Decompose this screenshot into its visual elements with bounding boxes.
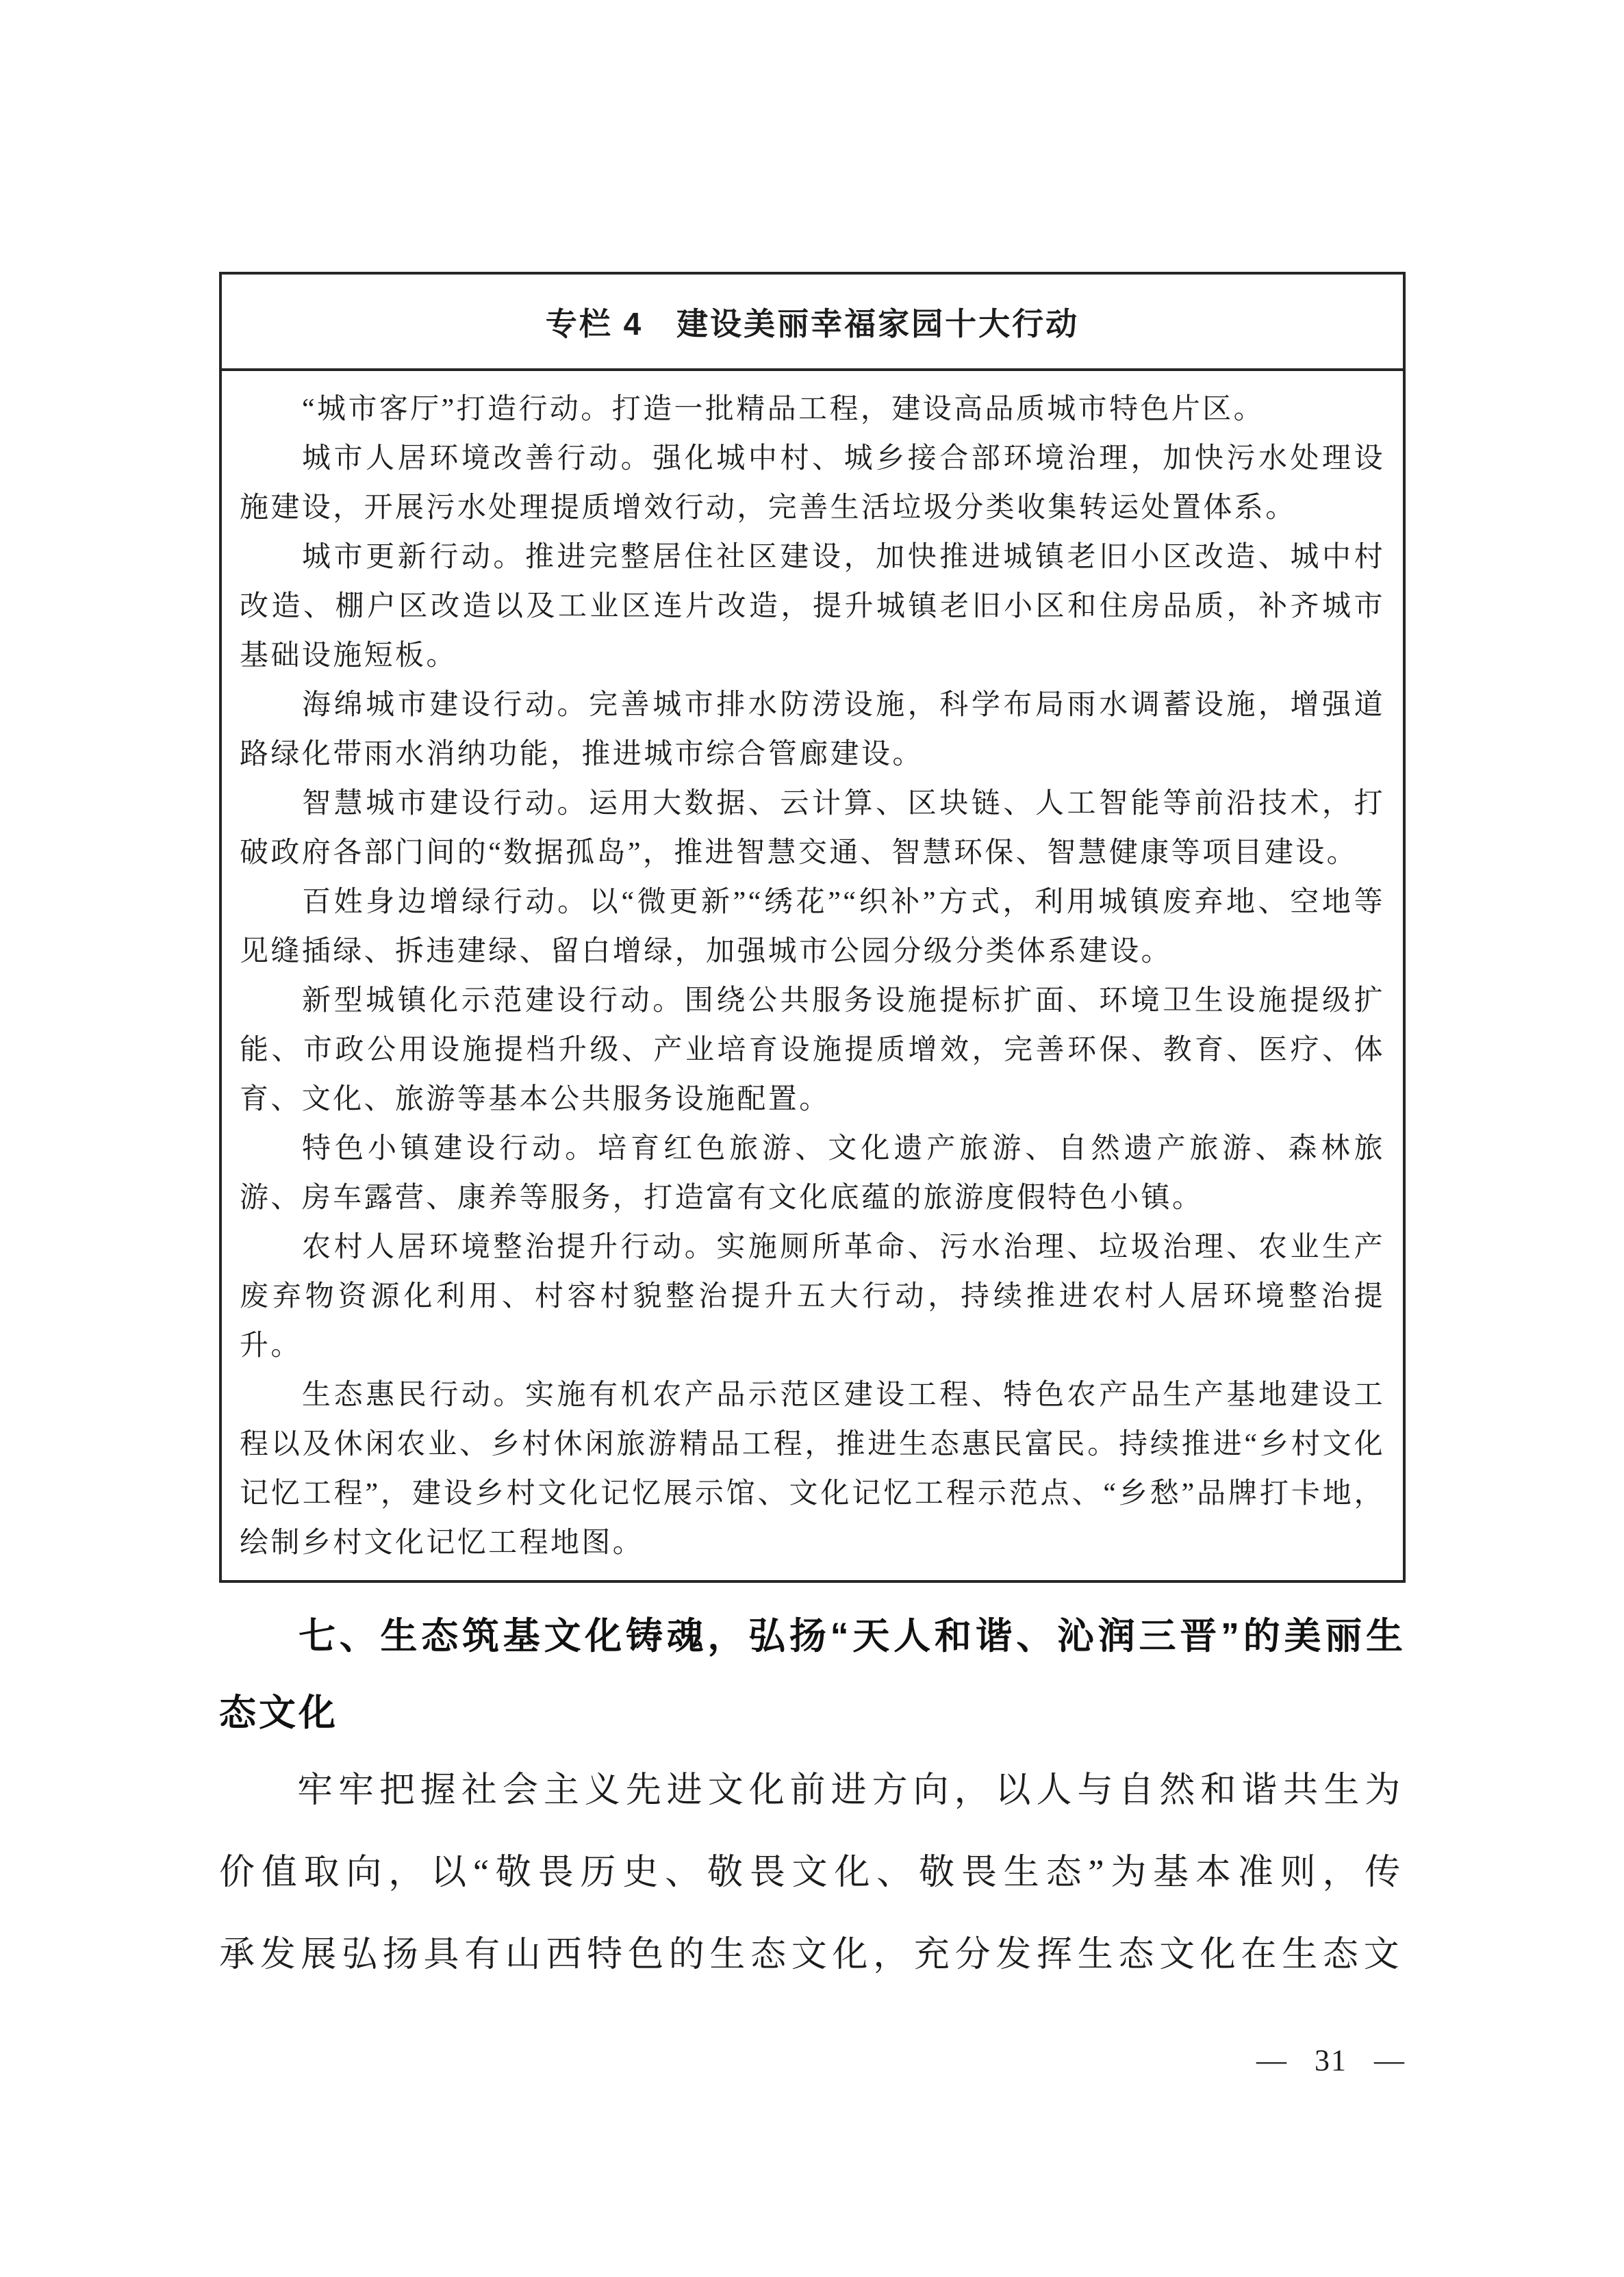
section-heading: 七、生态筑基文化铸魂，弘扬“天人和谐、沁润三晋”的美丽生态文化 (219, 1616, 1406, 1733)
callout-paragraph: 新型城镇化示范建设行动。围绕公共服务设施提标扩面、环境卫生设施提级扩能、市政公用设施提档升级、产业培育设施提质增效，完善环保、教育、医疗、体育、文化、旅游等基本公共服务设施配置。 (240, 985, 1385, 1115)
section-body (219, 1750, 1406, 1996)
callout-paragraph: 农村人居环境整治提升行动。实施厕所革命、污水治理、垃圾治理、农业生产废弃物资源化利用、村容村貌整治提升五大行动，持续推进农村人居环境整治提升。 (240, 1232, 1385, 1362)
callout-paragraph: 城市更新行动。推进完整居住社区建设，加快推进城镇老旧小区改造、城中村改造、棚户区改造以及工业区连片改造，提升城镇老旧小区和住房品质，补齐城市基础设施短板。 (240, 542, 1385, 672)
callout-box-header (222, 275, 1403, 371)
callout-paragraph: 城市人居环境改善行动。强化城中村、城乡接合部环境治理，加快污水处理设施建设，开展污水处理提质增效行动，完善生活垃圾分类收集转运处置体系。 (240, 443, 1385, 524)
callout-paragraph: 特色小镇建设行动。培育红色旅游、文化遗产旅游、自然遗产旅游、森林旅游、房车露营、康养等服务，打造富有文化底蕴的旅游度假特色小镇。 (240, 1133, 1385, 1214)
callout-paragraph: 智慧城市建设行动。运用大数据、云计算、区块链、人工智能等前沿技术，打破政府各部门间的“数据孤岛”，推进智慧交通、智慧环保、智慧健康等项目建设。 (240, 788, 1385, 869)
callout-box (219, 272, 1406, 1583)
callout-box-title: 专栏 4 建设美丽幸福家园十大行动 (545, 305, 1080, 342)
callout-paragraph: 百姓身边增绿行动。以“微更新”“绣花”“织补”方式，利用城镇废弃地、空地等见缝插绿、拆违建绿、留白增绿，加强城市公园分级分类体系建设。 (240, 887, 1385, 967)
callout-box-body (222, 371, 1403, 1568)
page-number: — 31 — (1256, 2044, 1406, 2077)
body-paragraph: 牢牢把握社会主义先进文化前进方向，以人与自然和谐共生为价值取向，以“敬畏历史、敬畏文化、敬畏生态”为基本准则，传承发展弘扬具有山西特色的生态文化，充分发挥生态文化在生态文 (219, 1771, 1406, 1974)
callout-paragraph: 生态惠民行动。实施有机农产品示范区建设工程、特色农产品生产基地建设工程以及休闲农业、乡村休闲旅游精品工程，推进生态惠民富民。持续推进“乡村文化记忆工程”，建设乡村文化记忆展示馆、文化记忆工程示范点、“乡愁”品牌打卡地，绘制乡村文化记忆工程地图。 (240, 1379, 1385, 1559)
callout-paragraph: “城市客厅”打造行动。打造一批精品工程，建设高品质城市特色片区。 (302, 394, 1265, 425)
callout-paragraph: 海绵城市建设行动。完善城市排水防涝设施，科学布局雨水调蓄设施，增强道路绿化带雨水消纳功能，推进城市综合管廊建设。 (240, 689, 1385, 770)
